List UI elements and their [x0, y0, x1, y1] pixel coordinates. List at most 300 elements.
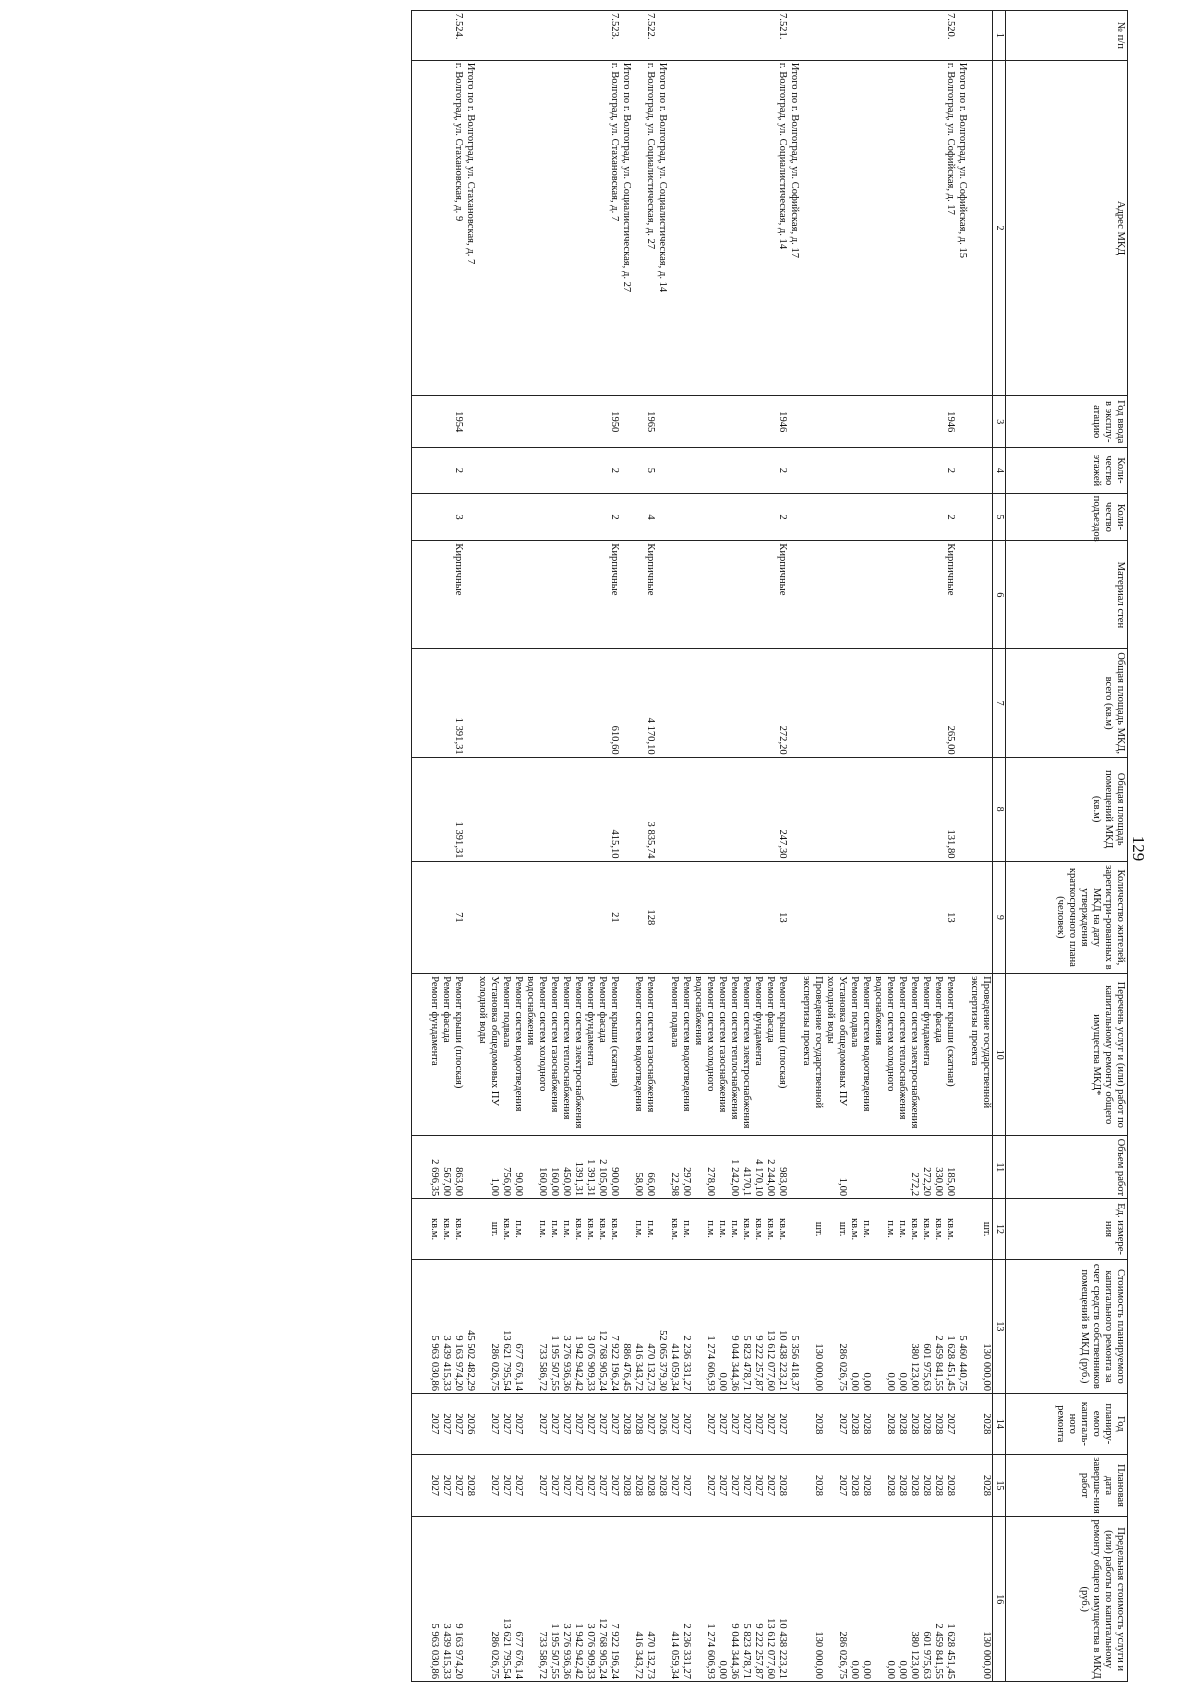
- cell-total-area: [584, 649, 596, 757]
- cell-premises-area: 1 391,31: [452, 757, 464, 861]
- cell-work-type: Ремонт фундамента: [752, 974, 764, 1136]
- cell-wall-material: [872, 541, 896, 649]
- cell-unit: шт.: [968, 1199, 993, 1260]
- column-header: Общая площадь МКД, всего (кв.м): [1006, 649, 1128, 757]
- cell-floors: [728, 448, 740, 493]
- cell-work-type: Ремонт систем газоснабжения: [644, 974, 656, 1136]
- cell-residents: [596, 861, 608, 974]
- cell-planned-cost: 470 132,73: [644, 1259, 656, 1393]
- table-row: [860, 11, 872, 1682]
- cell-address: [572, 60, 584, 395]
- cell-work-type: Ремонт крыши (скатная): [608, 974, 620, 1136]
- cell-entrances: [560, 493, 572, 541]
- cell-max-cost: 286 026,75: [476, 1517, 500, 1682]
- cell-floors: [620, 448, 632, 493]
- cell-max-cost: 0,00: [896, 1517, 908, 1682]
- cell-commission-year: [512, 396, 524, 448]
- cell-residents: [632, 861, 644, 974]
- cell-floors: [968, 448, 993, 493]
- cell-work-volume: 330,00: [932, 1136, 944, 1199]
- column-number: 3: [993, 396, 1006, 448]
- cell-repair-year: 2027: [680, 1394, 692, 1455]
- cell-repair-year: 2027: [716, 1394, 728, 1455]
- column-number: 16: [993, 1517, 1006, 1682]
- cell-entrances: [464, 493, 476, 541]
- cell-completion-date: 2027: [692, 1454, 716, 1517]
- cell-work-type: Ремонт фундамента: [412, 974, 441, 1136]
- cell-wall-material: [668, 541, 680, 649]
- cell-repair-year: 2027: [644, 1394, 656, 1455]
- cell-entrances: [680, 493, 692, 541]
- cell-completion-date: 2027: [668, 1454, 680, 1517]
- cell-total-area: 272,20: [776, 649, 788, 757]
- cell-floors: [572, 448, 584, 493]
- cell-commission-year: [788, 396, 800, 448]
- cell-wall-material: [464, 541, 476, 649]
- cell-max-cost: 3 439 415,33: [440, 1517, 452, 1682]
- column-number: 7: [993, 649, 1006, 757]
- cell-work-type: Ремонт фундамента: [920, 974, 932, 1136]
- table-row: [644, 11, 656, 1682]
- cell-work-type: Установка общедомовых ПУ холодной воды: [476, 974, 500, 1136]
- cell-premises-area: [668, 757, 680, 861]
- cell-commission-year: [440, 396, 452, 448]
- cell-repair-year: [788, 1394, 800, 1455]
- cell-max-cost: 5 823 478,71: [740, 1517, 752, 1682]
- cell-completion-date: 2028: [464, 1454, 476, 1517]
- cell-row-number: [656, 11, 668, 61]
- column-number: 10: [993, 974, 1006, 1136]
- cell-premises-area: [824, 757, 848, 861]
- cell-row-number: [620, 11, 632, 61]
- cell-floors: [584, 448, 596, 493]
- cell-max-cost: 0,00: [848, 1517, 860, 1682]
- cell-address: [932, 60, 944, 395]
- cell-wall-material: Кирпичные: [776, 541, 788, 649]
- cell-row-number: [692, 11, 716, 61]
- cell-total-area: [908, 649, 920, 757]
- cell-work-volume: 4 170,10: [752, 1136, 764, 1199]
- cell-max-cost: 9 222 257,87: [752, 1517, 764, 1682]
- cell-floors: [524, 448, 548, 493]
- cell-entrances: [524, 493, 548, 541]
- cell-row-number: [800, 11, 824, 61]
- table-row: [572, 11, 584, 1682]
- cell-entrances: [920, 493, 932, 541]
- cell-wall-material: [800, 541, 824, 649]
- cell-entrances: [752, 493, 764, 541]
- cell-unit: кв.м.: [596, 1199, 608, 1260]
- table-row: [740, 11, 752, 1682]
- column-header: Ед. измере-ния: [1006, 1199, 1128, 1260]
- cell-max-cost: 416 343,72: [632, 1517, 644, 1682]
- cell-max-cost: 2 459 841,55: [932, 1517, 944, 1682]
- cell-premises-area: [788, 757, 800, 861]
- cell-entrances: [824, 493, 848, 541]
- cell-residents: [440, 861, 452, 974]
- cell-premises-area: [596, 757, 608, 861]
- cell-planned-cost: 0,00: [848, 1259, 860, 1393]
- cell-floors: [956, 448, 968, 493]
- cell-repair-year: 2028: [932, 1394, 944, 1455]
- cell-entrances: [668, 493, 680, 541]
- table-row: [848, 11, 860, 1682]
- column-header: Объем работ: [1006, 1136, 1128, 1199]
- cell-completion-date: 2027: [740, 1454, 752, 1517]
- cell-premises-area: [932, 757, 944, 861]
- cell-repair-year: 2027: [412, 1394, 441, 1455]
- cell-wall-material: [572, 541, 584, 649]
- cell-planned-cost: 1 628 451,45: [944, 1259, 956, 1393]
- cell-premises-area: [728, 757, 740, 861]
- cell-total-area: [668, 649, 680, 757]
- cell-floors: [548, 448, 560, 493]
- cell-row-number: [764, 11, 776, 61]
- cell-total-area: [560, 649, 572, 757]
- cell-residents: [680, 861, 692, 974]
- cell-repair-year: 2027: [608, 1394, 620, 1455]
- cell-total-area: [956, 649, 968, 757]
- cell-address: [668, 60, 680, 395]
- cell-commission-year: [680, 396, 692, 448]
- cell-work-type: Ремонт подвала: [500, 974, 512, 1136]
- cell-work-volume: 2 105,00: [596, 1136, 608, 1199]
- cell-planned-cost: 2 459 841,55: [932, 1259, 944, 1393]
- cell-residents: [968, 861, 993, 974]
- cell-wall-material: [920, 541, 932, 649]
- cell-premises-area: [752, 757, 764, 861]
- cell-unit: п.м.: [692, 1199, 716, 1260]
- cell-premises-area: 247,30: [776, 757, 788, 861]
- cell-residents: [668, 861, 680, 974]
- cell-commission-year: 1965: [644, 396, 656, 448]
- column-header: Материал стен: [1006, 541, 1128, 649]
- cell-premises-area: [512, 757, 524, 861]
- cell-unit: кв.м.: [452, 1199, 464, 1260]
- cell-premises-area: [584, 757, 596, 861]
- cell-floors: [788, 448, 800, 493]
- cell-planned-cost: 1 274 606,93: [692, 1259, 716, 1393]
- cell-total-area: [476, 649, 500, 757]
- cell-planned-cost: 5 823 478,71: [740, 1259, 752, 1393]
- cell-wall-material: Кирпичные: [608, 541, 620, 649]
- cell-total-area: [896, 649, 908, 757]
- cell-unit: кв.м.: [764, 1199, 776, 1260]
- cell-total-area: [920, 649, 932, 757]
- cell-address: [476, 60, 500, 395]
- cell-premises-area: [800, 757, 824, 861]
- cell-address: Итого по г. Волгоград, ул. Социалистическая, д. 27: [620, 60, 632, 395]
- cell-total-area: [848, 649, 860, 757]
- cell-planned-cost: 2 236 331,27: [680, 1259, 692, 1393]
- cell-wall-material: [824, 541, 848, 649]
- cell-unit: п.м.: [560, 1199, 572, 1260]
- cell-total-area: [620, 649, 632, 757]
- cell-residents: 71: [452, 861, 464, 974]
- cell-floors: 2: [608, 448, 620, 493]
- cell-planned-cost: 7 922 196,24: [608, 1259, 620, 1393]
- cell-wall-material: [752, 541, 764, 649]
- cell-floors: [752, 448, 764, 493]
- cell-row-number: [632, 11, 644, 61]
- column-header: Стоимость планируемого капитального ремонта за счет средств собственников помещений в МКД (руб.): [1006, 1259, 1128, 1393]
- column-header: Год планиру-емого капиталь-ного ремонта: [1006, 1394, 1128, 1455]
- cell-planned-cost: 12 768 905,24: [596, 1259, 608, 1393]
- cell-work-volume: 4170,1: [740, 1136, 752, 1199]
- cell-commission-year: [896, 396, 908, 448]
- cell-total-area: [860, 649, 872, 757]
- cell-completion-date: 2028: [908, 1454, 920, 1517]
- cell-repair-year: 2028: [620, 1394, 632, 1455]
- cell-residents: [824, 861, 848, 974]
- cell-floors: [632, 448, 644, 493]
- cell-residents: [788, 861, 800, 974]
- cell-work-volume: 900,00: [608, 1136, 620, 1199]
- cell-floors: [476, 448, 500, 493]
- cell-work-type: Ремонт систем электроснабжения: [908, 974, 920, 1136]
- cell-row-number: [440, 11, 452, 61]
- cell-address: [740, 60, 752, 395]
- cell-max-cost: 7 922 196,24: [608, 1517, 620, 1682]
- cell-work-type: Ремонт систем теплоснабжения: [896, 974, 908, 1136]
- cell-total-area: [596, 649, 608, 757]
- cell-max-cost: 3 076 909,33: [584, 1517, 596, 1682]
- cell-unit: п.м.: [644, 1199, 656, 1260]
- cell-work-volume: 1391,31: [572, 1136, 584, 1199]
- cell-repair-year: 2028: [872, 1394, 896, 1455]
- cell-max-cost: 1 195 507,55: [548, 1517, 560, 1682]
- cell-floors: [800, 448, 824, 493]
- cell-total-area: [412, 649, 441, 757]
- cell-work-volume: 66,00: [644, 1136, 656, 1199]
- cell-address: г. Волгоград, ул. Стахановская, д. 7: [608, 60, 620, 395]
- cell-total-area: [572, 649, 584, 757]
- cell-residents: [548, 861, 560, 974]
- cell-wall-material: [860, 541, 872, 649]
- cell-work-volume: [716, 1136, 728, 1199]
- cell-unit: п.м.: [632, 1199, 644, 1260]
- cell-row-number: [596, 11, 608, 61]
- cell-repair-year: 2027: [560, 1394, 572, 1455]
- cell-floors: [932, 448, 944, 493]
- cell-work-volume: 160,00: [548, 1136, 560, 1199]
- cell-entrances: [932, 493, 944, 541]
- cell-row-number: [500, 11, 512, 61]
- cell-floors: [464, 448, 476, 493]
- cell-work-type: Ремонт крыши (скатная): [944, 974, 956, 1136]
- cell-total-area: 265,00: [944, 649, 956, 757]
- cell-commission-year: [572, 396, 584, 448]
- cell-planned-cost: 0,00: [716, 1259, 728, 1393]
- cell-premises-area: [476, 757, 500, 861]
- cell-work-type: Ремонт систем газоснабжения: [716, 974, 728, 1136]
- cell-unit: кв.м.: [944, 1199, 956, 1260]
- cell-unit: [956, 1199, 968, 1260]
- cell-commission-year: [692, 396, 716, 448]
- cell-completion-date: 2028: [920, 1454, 932, 1517]
- cell-work-volume: [464, 1136, 476, 1199]
- cell-repair-year: 2027: [512, 1394, 524, 1455]
- cell-row-number: [824, 11, 848, 61]
- cell-repair-year: 2027: [776, 1394, 788, 1455]
- cell-repair-year: 2028: [800, 1394, 824, 1455]
- cell-commission-year: [740, 396, 752, 448]
- cell-wall-material: [560, 541, 572, 649]
- cell-entrances: [584, 493, 596, 541]
- cell-address: [752, 60, 764, 395]
- cell-unit: кв.м.: [932, 1199, 944, 1260]
- cell-address: [716, 60, 728, 395]
- cell-entrances: [800, 493, 824, 541]
- column-header: № п/п: [1006, 11, 1128, 61]
- cell-work-volume: 863,00: [452, 1136, 464, 1199]
- cell-work-volume: [800, 1136, 824, 1199]
- cell-row-number: [512, 11, 524, 61]
- table-row: [692, 11, 716, 1682]
- cell-max-cost: 12 768 905,24: [596, 1517, 608, 1682]
- cell-row-number: 7.523.: [608, 11, 620, 61]
- cell-work-volume: 185,00: [944, 1136, 956, 1199]
- cell-row-number: [872, 11, 896, 61]
- table-row: [728, 11, 740, 1682]
- header-row: [1006, 11, 1128, 1682]
- table-row: [440, 11, 452, 1682]
- cell-wall-material: [512, 541, 524, 649]
- cell-repair-year: 2027: [548, 1394, 560, 1455]
- cell-floors: [512, 448, 524, 493]
- cell-entrances: 4: [644, 493, 656, 541]
- cell-premises-area: [920, 757, 932, 861]
- cell-residents: [584, 861, 596, 974]
- cell-address: Итого по г. Волгоград, ул. Софийская, д. 17: [788, 60, 800, 395]
- cell-row-number: [932, 11, 944, 61]
- cell-work-type: Ремонт крыши (плоская): [452, 974, 464, 1136]
- cell-floors: [740, 448, 752, 493]
- cell-completion-date: 2027: [524, 1454, 548, 1517]
- cell-residents: [524, 861, 548, 974]
- cell-work-volume: 1 242,00: [728, 1136, 740, 1199]
- cell-residents: [920, 861, 932, 974]
- cell-work-type: Ремонт систем электроснабжения: [572, 974, 584, 1136]
- cell-row-number: 7.520.: [944, 11, 956, 61]
- cell-max-cost: 733 586,72: [524, 1517, 548, 1682]
- cell-row-number: [752, 11, 764, 61]
- cell-max-cost: [788, 1517, 800, 1682]
- cell-planned-cost: 3 276 936,36: [560, 1259, 572, 1393]
- cell-premises-area: [412, 757, 441, 861]
- cell-premises-area: [860, 757, 872, 861]
- table-row: [464, 11, 476, 1682]
- cell-premises-area: [500, 757, 512, 861]
- cell-commission-year: [716, 396, 728, 448]
- cell-row-number: 7.522.: [644, 11, 656, 61]
- cell-address: [596, 60, 608, 395]
- cell-unit: кв.м.: [500, 1199, 512, 1260]
- cell-unit: п.м.: [512, 1199, 524, 1260]
- cell-floors: 2: [944, 448, 956, 493]
- cell-unit: п.м.: [728, 1199, 740, 1260]
- cell-premises-area: [440, 757, 452, 861]
- cell-work-type: Проведение государственной экспертизы проекта: [968, 974, 993, 1136]
- cell-wall-material: [788, 541, 800, 649]
- cell-work-type: Ремонт систем теплоснабжения: [728, 974, 740, 1136]
- cell-floors: [908, 448, 920, 493]
- cell-total-area: [764, 649, 776, 757]
- cell-unit: п.м.: [548, 1199, 560, 1260]
- cell-completion-date: 2027: [728, 1454, 740, 1517]
- cell-work-volume: [656, 1136, 668, 1199]
- cell-row-number: [524, 11, 548, 61]
- cell-floors: [872, 448, 896, 493]
- cell-floors: [896, 448, 908, 493]
- cell-planned-cost: 3 439 415,33: [440, 1259, 452, 1393]
- cell-unit: кв.м.: [908, 1199, 920, 1260]
- cell-unit: п.м.: [524, 1199, 548, 1260]
- cell-residents: [692, 861, 716, 974]
- cell-floors: [692, 448, 716, 493]
- cell-work-volume: [788, 1136, 800, 1199]
- cell-premises-area: [560, 757, 572, 861]
- cell-residents: [412, 861, 441, 974]
- cell-repair-year: 2027: [728, 1394, 740, 1455]
- cell-repair-year: 2027: [824, 1394, 848, 1455]
- cell-commission-year: [956, 396, 968, 448]
- cell-row-number: [716, 11, 728, 61]
- cell-repair-year: 2027: [944, 1394, 956, 1455]
- cell-planned-cost: 677 676,14: [512, 1259, 524, 1393]
- column-number: 2: [993, 60, 1006, 395]
- cell-repair-year: 2027: [524, 1394, 548, 1455]
- table-row: [656, 11, 668, 1682]
- cell-wall-material: [440, 541, 452, 649]
- table-row: [764, 11, 776, 1682]
- cell-unit: п.м.: [860, 1199, 872, 1260]
- cell-work-type: Проведение государственной экспертизы проекта: [800, 974, 824, 1136]
- cell-address: г. Волгоград, ул. Социалистическая, д. 27: [644, 60, 656, 395]
- cell-unit: п.м.: [872, 1199, 896, 1260]
- cell-floors: [860, 448, 872, 493]
- cell-commission-year: [920, 396, 932, 448]
- cell-repair-year: 2028: [908, 1394, 920, 1455]
- cell-total-area: [728, 649, 740, 757]
- cell-repair-year: 2027: [764, 1394, 776, 1455]
- cell-work-type: Ремонт систем электроснабжения: [740, 974, 752, 1136]
- cell-unit: [788, 1199, 800, 1260]
- column-number: 11: [993, 1136, 1006, 1199]
- cell-row-number: [464, 11, 476, 61]
- cell-residents: [728, 861, 740, 974]
- cell-completion-date: 2027: [824, 1454, 848, 1517]
- cell-address: [560, 60, 572, 395]
- cell-repair-year: 2028: [920, 1394, 932, 1455]
- cell-wall-material: [896, 541, 908, 649]
- cell-residents: [620, 861, 632, 974]
- cell-completion-date: 2027: [548, 1454, 560, 1517]
- cell-commission-year: [632, 396, 644, 448]
- cell-work-type: Ремонт систем холодного водоснабжения: [872, 974, 896, 1136]
- repair-plan-table: [411, 10, 1128, 1682]
- column-number: 6: [993, 541, 1006, 649]
- cell-max-cost: 5 963 030,86: [412, 1517, 441, 1682]
- cell-repair-year: 2027: [500, 1394, 512, 1455]
- cell-repair-year: 2027: [440, 1394, 452, 1455]
- cell-planned-cost: 414 059,34: [668, 1259, 680, 1393]
- cell-address: [548, 60, 560, 395]
- cell-entrances: [596, 493, 608, 541]
- cell-max-cost: 380 123,00: [908, 1517, 920, 1682]
- cell-premises-area: 3 835,74: [644, 757, 656, 861]
- cell-address: [908, 60, 920, 395]
